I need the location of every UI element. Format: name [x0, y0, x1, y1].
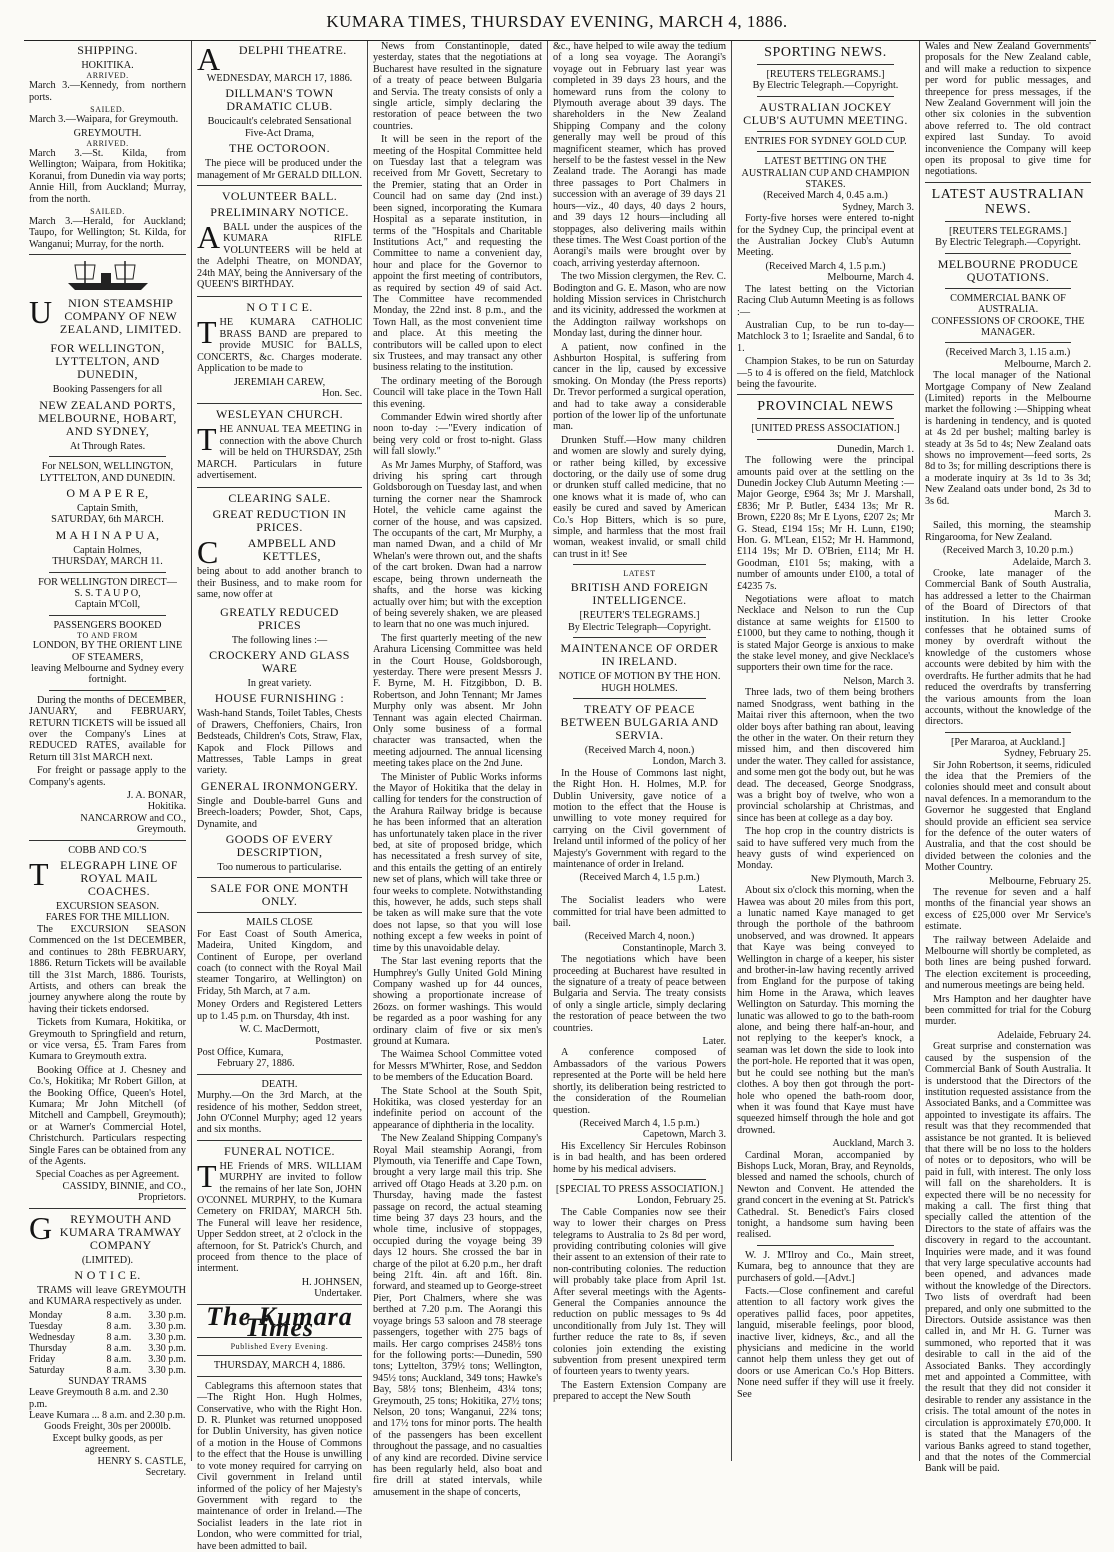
hokitika-arrivals: March 3.—Kennedy, from northern ports. — [29, 80, 186, 103]
ironmongery: GENERAL IRONMONGERY. — [200, 778, 359, 793]
castle-title: Secretary. — [145, 1467, 186, 1479]
arrived-label: ARRIVED. — [86, 71, 129, 81]
article-bank-suspension: Great surprise and consternation was caused by the suspension of the Commercial Bank of South Australia. It is understood that the Directors of the institution requested assistance from the Associated Banks, and a Committee was appointed to investigate its affairs. The result was that they recommended that assistance be not granted. It is believed that there will be no loss to the holders of notes or to depositors, who will be paid in full, with interest. The only loss will fall on the shareholders. It is expected there will be no necessity for making a call. The first thing that specially called the attention of the Directors to the state of affairs was the discovery in regard to the accountant. Inquiries were made, and it was found that very large speculative accounts had been opened, and advances made without the knowledge of the Directors. Two lists of overdraft had been prepared, and only one submitted to the Directors. Outside assistance was then called in, and Mr H. G. Turner was summoned, who reported that it was desirable to call in the aid of the Associated Banks. They accordingly met and appointed a Committee, with the result that they did not consider it desirable to render any assistance in the crisis. The total amount of the notes in circulation is approximately £70,000. It is stated that the Managers of the various Banks agreed to stand together, and that the notes of the Commercial Bank will be paid. — [925, 1041, 1091, 1475]
sailed-label: SAILED. — [90, 105, 125, 115]
steamship-icon — [29, 259, 186, 293]
booking-line: Booking Passengers for all — [52, 384, 163, 396]
article-sydney-cup: Forty-five horses were entered to-night for the Sydney Cup, the principal event at the Australian Jockey Club's Autumn Meeting. — [737, 213, 914, 259]
article-railway: The railway between Adelaide and Melbourne will shortly be completed, as both lines are being pushed forward. The election excitement is proceeding, and numerous meetings are being held. — [925, 934, 1091, 992]
dateline-constantinople: Constantinople, March 3. — [622, 942, 726, 954]
treaty-peace: TREATY OF PEACE BETWEEN BULGARIA AND SERVIA. — [560, 701, 719, 742]
article-eastern-extension: The Eastern Extension Company are prepared to accept the New South — [553, 1379, 726, 1403]
article-patient: A patient, now confined in the Ashburton Hospital, is suffering from cancer in the lip, caused by excessive smoking. On Monday (the Press reports) Dr. Trevor performed a surgical operation, and had to take away a considerable portion of the lower lip of the unfortunate man. — [553, 341, 726, 433]
published-every-evening: Published Every Evening. — [230, 1342, 329, 1352]
goods-freight: Goods Freight, 30s per 2000lb. — [44, 1421, 171, 1433]
for-nelson: For NELSON, WELLINGTON, LYTTELTON, AND DUNEDIN. — [39, 461, 176, 484]
schedule-row — [29, 1365, 186, 1376]
schedule-day: Friday — [29, 1353, 56, 1365]
article-crooke: Crooke, late manager of the Commercial Bank of South Australia, has addressed a letter to the Chairman of the Board of Directors of that institution. In his letter Crooke confesses that he obtained sums of money by overdraft without the knowledge of the customers whose accounts were debited by him with the overdrafts. He further admits that he had reduced the overdrafts by transferring the various amounts from the loan accounts, without the knowledge of the directors. — [925, 568, 1091, 728]
confessions-crooke: CONFESSIONS OF CROOKE, THE MANAGER. — [931, 315, 1085, 338]
article-champion-stakes: Champion Stakes, to be run on Saturday—5 to 4 is offered on the field, Matchlock being the favourite. — [737, 356, 914, 390]
taupo-captain: Captain M'Coll, — [74, 599, 141, 611]
funeral-text: HE Friends of MRS. WILLIAM MURPHY are invited to follow the remains of her late Son, JOHN O'CONNEL MURPHY, to the Kumara Cemetery on FRIDAY, MARCH 5th. The Funeral will leave her residence, Upper Seddon street, at 2 o'clock in the afternoon, for St. Patrick's Church, and proceed from thence to the place of interment. — [197, 1160, 362, 1275]
schedule-row — [29, 1332, 186, 1343]
article-necklace: Negotiations were afloat to match Necklace and Nelson to run the Cup distance at same weights for £1500 to £1000, but they came to nothing, though it is stated Major George is anxious to make the stake level money, and give Necklace's supporters their own time for the race. — [737, 594, 914, 674]
schedule-am: 8 a.m. — [106, 1309, 132, 1321]
proprietors: Proprietors. — [138, 1192, 186, 1204]
money-orders: Money Orders and Registered Letters up to 1.45 p.m. on Thursday, 4th inst. — [197, 999, 362, 1022]
johnsen: H. JOHNSEN, — [301, 1276, 362, 1288]
article-cable: The Cable Companies now see their way to lower their charges on Press telegrams to Australia to 2s 8d per word, providing contributing colonies will give their assent to an extension of their rate to non-contributing colonies. The reduction will probably take place from April 1st. After several meetings with the Agents-General the Companies announce the reduction on public messages to 9s 4d unconditionally from July 1st. They will further reduce the rate to 8s, if seven colonies join extending the existing subvention from present unexpired term of fourteen years to twenty years. — [553, 1206, 726, 1378]
by-electric-2: By Electric Telegraph.—Copyright. — [752, 80, 899, 92]
schedule-day: Thursday — [29, 1342, 67, 1354]
sailed-label-2: SAILED. — [90, 207, 125, 217]
excursion-text: The EXCURSION SEASON Commenced on the 1st DECEMBER, and continues to 28th FEBRUARY, 1886. Return Tickets will be available till the 31st March, 1886. Tourists, Artists, and others can break the journey anywhere along the route by having their tickets endorsed. — [29, 923, 186, 1015]
dateline-adelaide-1: Adelaide, March 3. — [1012, 556, 1091, 568]
article-mining: The Star last evening reports that the Humphrey's Gully United Gold Mining Company washed up for 44 ounces, showing a proportionate increase of 26ozs. on former washings. This would be regarded as a poor washing for any ordinary claim of five or six men's ground at Kumara. — [373, 956, 542, 1047]
dateline-melbourne-1: Melbourne, March 4. — [827, 272, 914, 284]
dateline-sydney-1: Sydney, March 3. — [842, 201, 914, 213]
funeral-dropcap: T — [197, 1157, 217, 1194]
for-wellington: FOR WELLINGTON, LYTTELTON, AND DUNEDIN, — [50, 341, 165, 382]
article-mcilroy: W. J. M'Ilroy and Co., Main street, Kumara, beg to announce that they are purchasers of gold.—[Advt.] — [737, 1249, 914, 1284]
article-mortgage: The local manager of the National Mortgage Company of New Zealand (Limited) reports in the Melbourne market the following :—Shipping wheat is hardening in tendency, and is quoted at 4s 2d per bushel; malting barley is steady at 3s 5d to 4s; New Zealand oats shows no improvement—feed sorts, 2s 8d to 3s; for milling descriptions there is a moderate inquiry at 3s 1d to 3s 3d; New Zealand oats under bond, 2s 3d to 3s 6d. — [925, 370, 1091, 507]
nz-ports: NEW ZEALAND PORTS, MELBOURNE, HOBART, AND SYDNEY, — [38, 397, 177, 438]
for-wellington-direct: FOR WELLINGTON DIRECT— — [38, 576, 177, 588]
received-a2: (Received March 3, 10.20 p.m.) — [942, 545, 1074, 557]
received-3: (Received March 4, noon.) — [584, 931, 695, 943]
melbourne-produce: MELBOURNE PRODUCE QUOTATIONS. — [937, 256, 1079, 284]
sporting-news: SPORTING NEWS. — [764, 45, 887, 60]
tea-text: HE ANNUAL TEA MEETING in connection with the above Church will be held on THURSDAY, 25th MARCH. Particulars in future advertisement. — [197, 424, 362, 481]
latest-australian-news: LATEST AUSTRALIAN NEWS. — [931, 186, 1085, 217]
house-furnishing: HOUSE FURNISHING : — [214, 691, 345, 706]
received-a1: (Received March 3, 1.15 a.m.) — [945, 347, 1071, 359]
article-hampton: Mrs Hampton and her daughter have been committed for trial for the Coburg murder. — [925, 993, 1091, 1028]
column-1 — [24, 41, 192, 1479]
article-constantinople: News from Constantinople, dated yesterday, states that the negotiations at Bucharest have resulted in the signature of a treaty of peace between Bulgaria and Servia. The treaty consists of only a single article, simply declaring the restoration of peace between the two countries. — [373, 41, 542, 132]
piece-produced: The piece will be produced under the management of Mr GERALD DILLON. — [197, 158, 362, 181]
to-and-from: TO AND FROM — [77, 631, 138, 641]
excursion-season: EXCURSION SEASON. — [55, 901, 160, 913]
sunday-trams: SUNDAY TRAMS — [68, 1375, 147, 1387]
funeral-notice: FUNERAL NOTICE. — [224, 1143, 335, 1158]
by-electric-3: By Electric Telegraph.—Copyright. — [935, 237, 1081, 249]
schedule-day: Tuesday — [29, 1320, 63, 1332]
crockery: CROCKERY AND GLASS WARE — [209, 647, 350, 675]
dateline-melbourne-2: Melbourne, March 2. — [1004, 358, 1091, 370]
dateline-auckland: Auckland, March 3. — [832, 1138, 914, 1150]
furnishing-text: Wash-hand Stands, Toilet Tables, Chests of Drawers, Cheffoniers, Chairs, Iron Bedsteads, Children's Cots, Straw, Flax, Kapok and Flock Pillows and Mattresses, Table Lamps in great variety. — [197, 708, 362, 777]
commercial-bank: COMMERCIAL BANK OF AUSTRALIA. — [950, 292, 1066, 316]
column-2 — [192, 41, 368, 1552]
union-dropcap: U — [29, 294, 53, 331]
bulky-goods: Except bulky goods, as per agreement. — [52, 1432, 163, 1456]
ajc-meeting: AUSTRALIAN JOCKEY CLUB'S AUTUMN MEETING. — [743, 99, 908, 127]
by-electric: By Electric Telegraph—Copyright. — [567, 621, 712, 633]
hon-sec: Hon. Sec. — [322, 387, 362, 399]
boucicault: Boucicault's celebrated Sensational Five-Act Drama, — [207, 116, 352, 139]
dateline-new-plymouth: New Plymouth, March 3. — [810, 873, 914, 885]
column-3 — [368, 41, 548, 1498]
article-conference: A conference composed of Ambassadors of the various Powers represented at the Porte will be held here shortly, its deliberation being restricted to the consideration of the Roumelian question. — [553, 1047, 726, 1116]
article-school-closed: The State School at the South Spit, Hokitika, was closed yesterday for an indefinite period on account of the appearance of diphtheria in the locality. — [373, 1085, 542, 1131]
through-rates: At Through Rates. — [69, 440, 146, 452]
schedule-row — [29, 1321, 186, 1332]
cobb-heading: COBB AND CO.'S — [68, 844, 147, 856]
article-australian-cup: Australian Cup, to be run to-day—Matchlock 3 to 1; Israelite and Sandal, 6 to 1. — [737, 319, 914, 354]
schedule-am: 8 a.m. — [106, 1320, 132, 1332]
mahinapua-captain: Captain Holmes, — [73, 544, 142, 556]
post-office-date: February 27, 1886. — [217, 1058, 295, 1070]
schedule-row — [29, 1343, 186, 1354]
campbell-text: being about to add another branch to their Business, and to make room for same, now offer at — [197, 566, 362, 601]
article-revenue: The revenue for seven and a half months of the financial year shows an excess of £25,000 over Mr Service's estimate. — [925, 887, 1091, 933]
adelphi-title: DELPHI THEATRE. — [238, 43, 347, 57]
article-aorangi-cont: &c., have helped to wile away the tedium of a long sea voyage. The Aorangi's voyage out in February last year was completed in 39 days 23 hours, and the homeward runs from the colony to Plymouth average about 39 days. The shareholders in the New Zealand Shipping Company and the colony generally may well be proud of this magnificent steamer, which has proved herself to be the fastest vessel in the New Zealand trade. The Aorangi has made three passages to Port Chalmers in succession with an average of 39 days 21 hours—viz., 40 days, 40 days 2 hours, and 39 days 12 hours—including all stoppages, also delivering mails within these times. The West Coast portion of the Aorangi's mails were brought over by coach, arriving yesterday afternoon. — [553, 41, 726, 269]
great-reduction: GREAT REDUCTION IN PRICES. — [212, 507, 347, 535]
crockery-variety: In great variety. — [247, 677, 312, 689]
schedule-am: 8 a.m. — [106, 1364, 132, 1376]
entries-gold-cup: ENTRIES FOR SYDNEY GOLD CUP. — [744, 135, 907, 147]
leaving-melbourne: leaving Melbourne and Sydney every fortnight. — [31, 662, 184, 686]
omapere: O M A P E R E, — [66, 485, 149, 500]
article-drunken-stuff: Drunken Stuff.—How many children and women are slowly and surely dying, or rather being killed, by excessive doctoring, or the daily use of some drug or drunken stuff called medicine, that no one knows what it is made of, who can easily be cured and saved by American Co.'s Hop Bitters, which is so pure, simple, and harmless that the most frail woman, weakest invalid, or small child can trust in it! See — [553, 434, 726, 560]
schedule-pm: 3.30 p.m. — [148, 1320, 186, 1332]
reuters-label: [REUTER'S TELEGRAMS.] — [579, 610, 700, 622]
article-facts: Facts.—Close confinement and careful attention to all factory work gives the operatives pallid faces, poor appetites, languid, miserable feelings, poor blood, inactive liver, kidneys, &c., and all the physicians and medicine in the world cannot help them unless they get out of doors or use American Co.'s Hop Bitters. None need suffer if they will use it freely. See — [737, 1286, 914, 1400]
omapere-date: SATURDAY, 6th MARCH. — [51, 514, 164, 526]
sunday-kumara: Leave Kumara ... 8 a.m. and 2.30 p.m. — [29, 1410, 186, 1422]
ball-text: BALL under the auspices of the KUMARA RIFLE VOLUNTEERS will be held at the Adelphi Theatre, on MONDAY, 24th MAY, being the Anniversary of the QUEEN'S BIRTHDAY. — [197, 222, 362, 291]
dateline-london-1: London, March 3. — [652, 756, 726, 768]
taupo: S. S. T A U P O, — [74, 587, 141, 599]
article-accident: As Mr James Murphy, of Stafford, was driving his spring cart through Goldsborough on Tuesday last, and when turning the corner near the Shamrock Hotel, the vehicle came against the corner of the house, and was capsized. The occupants of the cart, Mr Murphy, a man named Dwan, and a child of Mr Whelan's were thrown out, and the shafts of the cart broken. Dwan had a narrow escape, being thrown underneath the shafts, and the horse was kicking actually over him; but with the exception of being severely shaken, we are pleased to learn that no one was much injured. — [373, 459, 542, 631]
dillmans-club: DILLMAN'S TOWN DRAMATIC CLUB. — [225, 86, 334, 114]
london-orient-line: LONDON, BY THE ORIENT LINE OF STEAMERS, — [32, 640, 183, 663]
death-heading: DEATH. — [261, 1078, 298, 1090]
article-hop-crop: The hop crop in the country districts is said to have suffered very much from the heavy gusts of wind experienced on Monday. — [737, 826, 914, 872]
dateline-march-3: March 3. — [1054, 509, 1091, 520]
hokitika-heading: HOKITIKA. — [81, 60, 134, 71]
telegraph-line-title: ELEGRAPH LINE OF ROYAL MAIL COACHES. — [60, 858, 178, 899]
notice-motion: NOTICE OF MOTION BY THE HON. HUGH HOLMES. — [558, 671, 721, 694]
trams-leave: TRAMS will leave GREYMOUTH and KUMARA respectively as under. — [29, 1285, 186, 1308]
dateline-dunedin: Dunedin, March 1. — [837, 443, 914, 455]
cassidy-binnie: CASSIDY, BINNIE, and CO., — [62, 1180, 186, 1192]
agent-bonar-place: Hokitika. — [147, 801, 186, 813]
reuters-label-2: [REUTERS TELEGRAMS.] — [766, 69, 885, 80]
omapere-captain: Captain Smith, — [76, 502, 139, 514]
schedule-row — [29, 1310, 186, 1321]
undertaker: Undertaker. — [314, 1288, 362, 1300]
union-company-title: NION STEAMSHIP COMPANY OF NEW ZEALAND, LIMITED. — [59, 296, 182, 337]
received-s1: (Received March 4, 0.45 a.m.) — [763, 190, 888, 202]
mahinapua: M A H I N A P U A, — [55, 527, 160, 542]
wesleyan-church: WESLEYAN CHURCH. — [215, 407, 344, 422]
provincial-news: PROVINCIAL NEWS — [757, 399, 894, 415]
article-ringarooma: Sailed, this morning, the steamship Ringarooma, for New Zealand. — [925, 520, 1091, 543]
article-robertson: Sir John Robertson, it seems, ridiculed the idea that the Premiers of the colonies should meet and consult about naval defences. In a memorandum to the Governor he suggested that England should provide an efficient sea service for the defence of the outer waters of Australia, and that the cost should be divided between the colonies and the Mother Country. — [925, 759, 1091, 874]
greymouth-arrivals: March 3.—St. Kilda, from Wellington; Waipara, from Hokitika; Koranui, from Dunedin via way ports; Annie Hill, from Auckland; Murray, from the north. — [29, 148, 186, 205]
fares-for-million: FARES FOR THE MILLION. — [45, 912, 170, 924]
adelphi-date: WEDNESDAY, MARCH 17, 1886. — [206, 73, 353, 84]
mahinapua-date: THURSDAY, MARCH 11. — [52, 556, 163, 568]
return-tickets: During the months of DECEMBER, JANUARY, and FEBRUARY, RETURN TICKETS will be issued all over the Company's Lines at REDUCED RATES, available for Return till 31st MARCH next. — [29, 694, 186, 763]
article-aorangi: The New Zealand Shipping Company's Royal Mail steamship Aorangi, from Plymouth, via Teneriffe and Cape Town, brought a very large mail this trip. She arrived off Otago Heads at 3.20 p.m. on Thursday, having made the fastest passage on record, the actual steaming time being 37 days 23 hours, and the whole time, inclusive of stoppages, occupied during the voyage being 39 days 12 hours. She crossed the bar in charge of the pilot at 6.20 p.m., her draft being 21ft. 4in. aft and 16ft. 8in. forward, and steamed up to George-street Pier, Port Chalmers, where she was berthed at 7.20 p.m. The Aorangi this voyage brings 53 saloon and 78 steerage passengers, together with 275 bags of mails. Her cargo comprises 2458½ tons for the following ports:—Dunedin, 590 tons; Lyttelton, 379½ tons; Wellington, 945½ tons; Auckland, 349 tons; Hawke's Bay, 58½ tons; Blenheim, 43¼ tons; Greymouth, 25 tons; Hokitika, 27½ tons; Nelson, 20 tons; Wanganui, 22¾ tons; and 17½ tons for minor ports. The health of the passengers has been excellent throughout the passage, and no casualties of any kind are recorded. Divine service has been regularly held, also boat and fire drill at stated intervals, while amusement in the shape of concerts, — [373, 1133, 542, 1498]
article-borough-council: The ordinary meeting of the Borough Council will take place in the Town Hall this evening. — [373, 375, 542, 410]
agent-nancarrow: NANCARROW and CO., — [80, 812, 186, 824]
british-foreign: BRITISH AND FOREIGN INTELLIGENCE. — [570, 580, 709, 608]
arrived-label-2: ARRIVED. — [86, 139, 129, 149]
clearing-sale: CLEARING SALE. — [228, 491, 331, 506]
goods-every: GOODS OF EVERY DESCRIPTION, — [225, 832, 334, 860]
tickets-text: Tickets from Kumara, Hokitika, or Greymouth to Springfield and return, or vice versa, £5. Tram Fares from Kumara to Greymouth extra. — [29, 1017, 186, 1063]
latest-label: LATEST — [623, 569, 656, 579]
schedule-pm: 3.30 p.m. — [148, 1309, 186, 1321]
maintenance-order: MAINTENANCE OF ORDER IN IRELAND. — [560, 641, 719, 669]
received-1: (Received March 4, noon.) — [584, 744, 695, 756]
passengers-booked: PASSENGERS BOOKED — [53, 619, 162, 631]
death-text: Murphy.—On the 3rd March, at the residence of his mother, Seddon street, John O'Connel Murphy; aged 12 years and six months. — [197, 1090, 362, 1136]
following-lines: The following lines :— — [231, 634, 328, 646]
dateline-melbourne-3: Melbourne, February 25. — [989, 875, 1091, 887]
campbell-title: AMPBELL AND KETTLES, — [247, 536, 337, 564]
agent-bonar: J. A. BONAR, — [126, 790, 186, 802]
schedule-pm: 3.30 p.m. — [148, 1342, 186, 1354]
column-5 — [732, 41, 920, 1461]
tram-schedule — [29, 1310, 186, 1376]
schedule-row — [29, 1354, 186, 1365]
tea-dropcap: T — [197, 421, 217, 458]
article-weather: Commander Edwin wired shortly after noon to-day :—"Every indication of being very cold or frost to-night. Glass will fall slowly." — [373, 412, 542, 458]
lead-article: Cablegrams this afternoon states that—The Right Hon. Hugh Holmes, Conservative, who with the Right Hon. D. R. Plunket was returned unopposed for Dublin University, has given notice of a motion in the House of Commons to the effect that the House is unwilling to vote money required for carrying on Civil government in Ireland until informed of the policy of her Majesty's Government with regard to the maintenance of order in Ireland.—The Socialist leaders in the late riot in London, who were committed for trial, have been admitted to bail. — [197, 1380, 362, 1552]
schedule-am: 8 a.m. — [106, 1342, 132, 1354]
macdermott: W. C. MacDermott, — [239, 1024, 320, 1036]
dateline-nelson: Nelson, March 3. — [843, 675, 914, 687]
schedule-day: Monday — [29, 1309, 63, 1321]
preliminary-notice: PRELIMINARY NOTICE. — [210, 205, 349, 220]
article-socialist: The Socialist leaders who were committed for trial have been admitted to bail. — [553, 895, 726, 929]
hokitika-sailings: March 3.—Waipara, for Greymouth. — [29, 114, 179, 126]
newspaper-nameplate: The Kumara Times — [206, 1301, 353, 1343]
dateline-sydney-2: Sydney, February 25. — [1003, 748, 1091, 760]
column-4 — [548, 41, 732, 1461]
newspaper-page — [24, 40, 1096, 1552]
sale-one-month: SALE FOR ONE MONTH ONLY. — [210, 881, 349, 909]
latest-betting: LATEST BETTING ON THE AUSTRALIAN CUP AND CHAMPION STAKES. — [741, 156, 910, 191]
schedule-pm: 3.30 p.m. — [148, 1353, 186, 1365]
article-lunatic: About six o'clock this morning, when the Hawea was about 20 miles from this port, a lunatic named Kaye managed to get through the porthole of the bathroom unobserved, and was drowned. It appears that Kaye was being conveyed to Wellington in charge of a keeper, his sister and brother-in-law having recently arrived from England for the purpose of taking him Home in the Arawa, which leaves Wellington on Saturday. This morning the lunatic was allowed to go to the bath-room alone, and being there half-an-hour, and not replying to the keeper's knock, a seaman was let down the side to look into the port-hole. He reported that it was open, but he could see nothing but the man's clothes. A boy then got through the port-hole who opened the bath-room door, when it was found that Kaye must have squeezed himself through the hole and got drowned. — [737, 885, 914, 1136]
reuters-label-3: [REUTERS TELEGRAMS.] — [948, 225, 1068, 237]
telegraph-dropcap: T — [29, 856, 49, 893]
tramway-title: REYMOUTH AND KUMARA TRAMWAY COMPANY — [59, 1211, 182, 1252]
article-nz-cable: Wales and New Zealand Governments' proposals for the New Zealand cable, and will make a reduction to sixpence per word for public messages, and threepence for press messages, if the New Zealand Government will join the other six colonies in the subvention above referred to. The old contract expired last Sunday. To avoid inconvenience the Company will keep open its proposal to give time for negotiations. — [925, 41, 1091, 178]
article-licensing: The first quarterly meeting of the new Arahura Licensing Committee was held in the Court House, Goldsborough, yesterday. There were present Messrs J. F. Byrne, M. H. Fitzgibbon, D. B. Robertson, and John Tennant; Mr James Murphy only was absent. Mr John Tennant was again elected Chairman. Only some business of a formal character was transacted, when the meeting adjourned. The annual licensing meeting takes place on the 2nd June. — [373, 632, 542, 770]
article-snodgrass: Three lads, two of them being brothers named Snodgrass, went bathing in the Maitai river this afternoon, when the two older boys after bathing ran about, leaving the other in the water. On their return they missed him, and then discovered him under the water. They called for assistance, and some men got the body out, but he was dead. The deceased, George Snodgrass, was a bright boy of twelve, who won a provincial scholarship at Christmas, and since has been at college as a day boy. — [737, 687, 914, 824]
schedule-am: 8 a.m. — [106, 1353, 132, 1365]
booking-offices: Booking Office at J. Chesney and Co.'s, Hokitika; Mr Robert Gillon, at the Booking Office, Queen's Hotel, Kumara; Mr John Mitchell (of Mitchell and Campbell, Greymouth); or at Warner's Commercial Hotel, Christchurch. Particulars respecting Single Fares can be obtained from any of the Agents. — [29, 1064, 186, 1167]
article-cardinal-moran: Cardinal Moran, accompanied by Bishops Luck, Moran, Bray, and Reynolds, blessed and named the schools, church of Newton and Convent. He attended the grand concert in the evening at St. Patrick's Cathedral. St. Benedict's Fairs closed tonight, a handsome sum having been realised. — [737, 1149, 914, 1241]
received-4: (Received March 4, 1.5 p.m.) — [579, 1117, 700, 1129]
tramway-limited: (LIMITED). — [81, 1254, 134, 1266]
latest-2: Latest. — [698, 883, 726, 895]
agent-nancarrow-place: Greymouth. — [137, 824, 186, 836]
tramway-notice: N O T I C E. — [74, 1268, 141, 1283]
special-press: [SPECIAL TO PRESS ASSOCIATION.] — [555, 1183, 724, 1195]
schedule-day: Wednesday — [29, 1331, 75, 1343]
later: Later. — [702, 1036, 726, 1048]
adelphi-dropcap: A — [197, 41, 221, 77]
upa-label: [UNITED PRESS ASSOCIATION.] — [751, 423, 900, 435]
received-s2: (Received March 4, 1.5 p.m.) — [765, 260, 886, 272]
post-office: Post Office, Kumara, — [197, 1046, 284, 1058]
column-6 — [920, 41, 1096, 1475]
shipping-heading: SHIPPING. — [77, 43, 138, 57]
article-mission: The two Mission clergymen, the Rev. C. Bodington and G. E. Mason, who are now holding Mission services in Christchurch and its vicinity, addressed the workmen at the Addington railway workshops on Monday last, during the dinner hour. — [553, 271, 726, 340]
mails-text: For East Coast of South America, Madeira, United Kingdom, and Continent of Europe, per overland coach (to connect with the Royal Mail steamer Tongariro, at Wellington) on Friday, 5th March, at 7 a.m. — [197, 928, 362, 997]
greymouth-sailings: March 3.—Herald, for Auckland; Taupo, for Wellington; St. Kilda, for Wanganui; Murray, for the north. — [29, 216, 186, 250]
guns-text: Single and Double-barrel Guns and Breech-loaders; Powder, Shot, Caps, Dynamite, and — [197, 795, 362, 830]
article-vrc: The latest betting on the Victorian Racing Club Autumn Meeting is as follows :— — [737, 283, 914, 318]
tramway-dropcap: G — [29, 1209, 53, 1246]
schedule-day: Saturday — [29, 1364, 65, 1376]
schedule-pm: 3.30 p.m. — [148, 1364, 186, 1376]
article-dunedin-jockey: The following were the principal amounts paid over at the settling on the Dunedin Jockey Club Autumn Meeting :—Major George, £964 3s; Mr J. Marshall, £836; Mr P. Butler, £434 13s; Mr R. Brown, £220 8s; Mr E Lyons, £207 2s; Mr G. Stead, £194 15s; Mr H. Lunn, £190; Hon. G. M'Lean, £152; Mr H. Hammond, £114 19s; Mr D. O'Brien, £114; Mr H. Goodman, £101 5s; making, with a number of amounts under £100, a total of £4235 7s. — [737, 455, 914, 592]
band-notice: N O T I C E. — [246, 300, 313, 315]
greatly-reduced: GREATLY REDUCED PRICES — [220, 604, 339, 632]
issue-date: THURSDAY, MARCH 4, 1886. — [213, 1360, 346, 1372]
article-public-works: The Minister of Public Works informs the Mayor of Hokitika that the delay in calling for tenders for the construction of the Arahura Railway bridge is because he has been informed that an alteration has unfortunately taken place in the river bed, at site of proposed bridge, which has necessitated a fresh survey of site, and this entails the getting of an entirely new set of plans, which will take three or four weeks to complete. Notwithstanding this, however, he adds, such steps shall be taken as will make sure that the vote does not lapse, so that you will lose nothing except a few weeks in point of time by this unavoidable delay. — [373, 771, 542, 954]
campbell-dropcap: C — [197, 534, 219, 571]
dateline-capetown: Capetown, March 3. — [642, 1129, 726, 1141]
schedule-pm: 3.30 p.m. — [148, 1331, 186, 1343]
article-bucharest: The negotiations which have been proceeding at Bucharest have resulted in the signature of a treaty of peace between Bulgaria and Servia. The treaty consists of only a single article, simply declaring the restoration of peace between the two countries. — [553, 954, 726, 1034]
postmaster: Postmaster. — [315, 1035, 362, 1047]
ball-dropcap: A — [197, 219, 221, 256]
sunday-greymouth: Leave Greymouth 8 a.m. and 2.30 p.m. — [29, 1387, 169, 1410]
masthead: KUMARA TIMES, THURSDAY EVENING, MARCH 4, 1886. — [326, 12, 788, 31]
special-coaches: Special Coaches as per Agreement. — [35, 1169, 180, 1181]
band-text: HE KUMARA CATHOLIC BRASS BAND are prepared to provide MUSIC for BALLS, CONCERTS, &c. Charges moderate. Application to be made to — [197, 317, 362, 375]
dateline-london-2: London, February 25. — [637, 1195, 726, 1207]
article-hospital: It will be seen in the report of the meeting of the Hospital Committee held on Tuesday last that a telegram was received from Mr Govett, Secretary to the Premier, stating that an Order in Council had on same day (2nd inst.) been signed, incorporating the Kumara Hospital as a separate institution, in terms of the "Hospitals and Charitable Institutions Act," and requesting the Committee to name a convenient day, hour and place for the Governor to appoint the first meeting of contributors, as required by section 49 of said Act. The Committee have recommended Monday, the 22nd inst. 8 p.m., and the Town Hall, as the most convenient time and place. At this meeting the contributors will be called upon to elect six Trustees, and may transact any other business relating to the institution. — [373, 134, 542, 374]
schedule-am: 8 a.m. — [106, 1331, 132, 1343]
too-numerous: Too numerous to particularise. — [217, 862, 342, 874]
per-mararoa: [Per Mararoa, at Auckland.] — [951, 736, 1065, 748]
volunteer-ball: VOLUNTEER BALL. — [221, 189, 338, 204]
mails-close: MAILS CLOSE — [246, 917, 313, 929]
article-robinson: His Excellency Sir Hercules Robinson is in bad health, and has been ordered home by his medical advisers. — [553, 1140, 726, 1175]
octoroon: THE OCTOROON. — [229, 141, 330, 156]
article-commons: In the House of Commons last night, the Right Hon. H. Holmes, M.P. for Dublin University, gave notice of a motion to the effect that the House is unwilling to vote money required for carrying on the Civil government of Ireland until informed of the policy of her Majesty's Government with regard to the maintenance of order in Ireland. — [553, 767, 726, 870]
greymouth-heading: GREYMOUTH. — [73, 127, 142, 139]
article-school-committee: The Waimea School Committee voted for Messrs M'Whirter, Rose, and Seddon to be members of the Education Board. — [373, 1049, 542, 1084]
carew: JEREMIAH CAREW, — [233, 376, 326, 388]
castle-name: HENRY S. CASTLE, — [97, 1455, 186, 1467]
band-dropcap: T — [197, 314, 217, 351]
freight-passage: For freight or passage apply to the Company's agents. — [29, 765, 186, 788]
received-2: (Received March 4, 1.5 p.m.) — [579, 872, 700, 884]
dateline-adelaide-2: Adelaide, February 24. — [997, 1029, 1091, 1041]
